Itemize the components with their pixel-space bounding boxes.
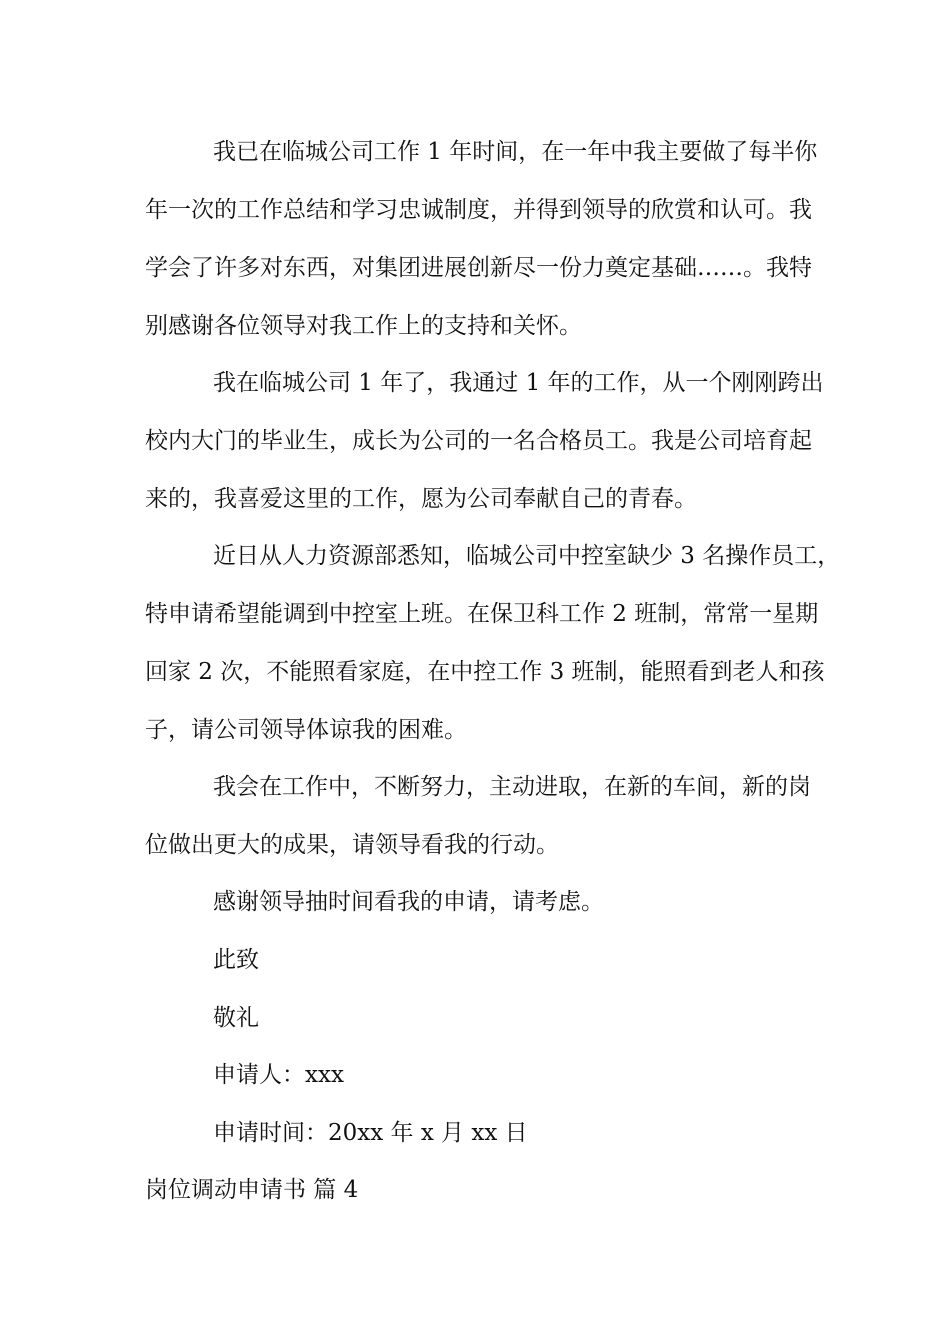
paragraph-3-line-2: 特申请希望能调到中控室上班。在保卫科工作 2 班制，常常一星期 <box>145 601 819 627</box>
paragraph-3-line-1: 近日从人力资源部悉知，临城公司中控室缺少 3 名操作员工， <box>213 543 841 569</box>
apply-date-line: 申请时间：20xx 年 x 月 xx 日 <box>213 1120 528 1146</box>
paragraph-3-line-3: 回家 2 次，不能照看家庭，在中控工作 3 班制，能照看到老人和孩 <box>145 659 825 685</box>
paragraph-3-line-4: 子，请公司领导体谅我的困难。 <box>145 717 467 743</box>
paragraph-1-line-1: 我已在临城公司工作 1 年时间，在一年中我主要做了每半你 <box>213 139 818 165</box>
applicant-line: 申请人：xxx <box>213 1062 344 1088</box>
paragraph-2-line-2: 校内大门的毕业生，成长为公司的一名合格员工。我是公司培育起 <box>145 428 812 454</box>
paragraph-2-line-3: 来的，我喜爱这里的工作，愿为公司奉献自己的青春。 <box>145 486 697 512</box>
thanks-line: 感谢领导抽时间看我的申请，请考虑。 <box>213 889 604 915</box>
paragraph-4-line-1: 我会在工作中，不断努力，主动进取，在新的车间，新的岗 <box>213 774 811 800</box>
section-heading: 岗位调动申请书 篇 4 <box>145 1177 359 1203</box>
paragraph-4-line-2: 位做出更大的成果，请领导看我的行动。 <box>145 832 559 858</box>
closing-jingli: 敬礼 <box>213 1005 259 1031</box>
paragraph-1-line-2: 年一次的工作总结和学习忠诚制度，并得到领导的欣赏和认可。我 <box>145 197 812 223</box>
paragraph-2-line-1: 我在临城公司 1 年了，我通过 1 年的工作，从一个刚刚跨出 <box>213 370 824 396</box>
closing-cizhi: 此致 <box>213 947 259 973</box>
paragraph-1-line-3: 学会了许多对东西，对集团进展创新尽一份力奠定基础……。我特 <box>145 255 812 281</box>
paragraph-1-line-4: 别感谢各位领导对我工作上的支持和关怀。 <box>145 313 582 339</box>
